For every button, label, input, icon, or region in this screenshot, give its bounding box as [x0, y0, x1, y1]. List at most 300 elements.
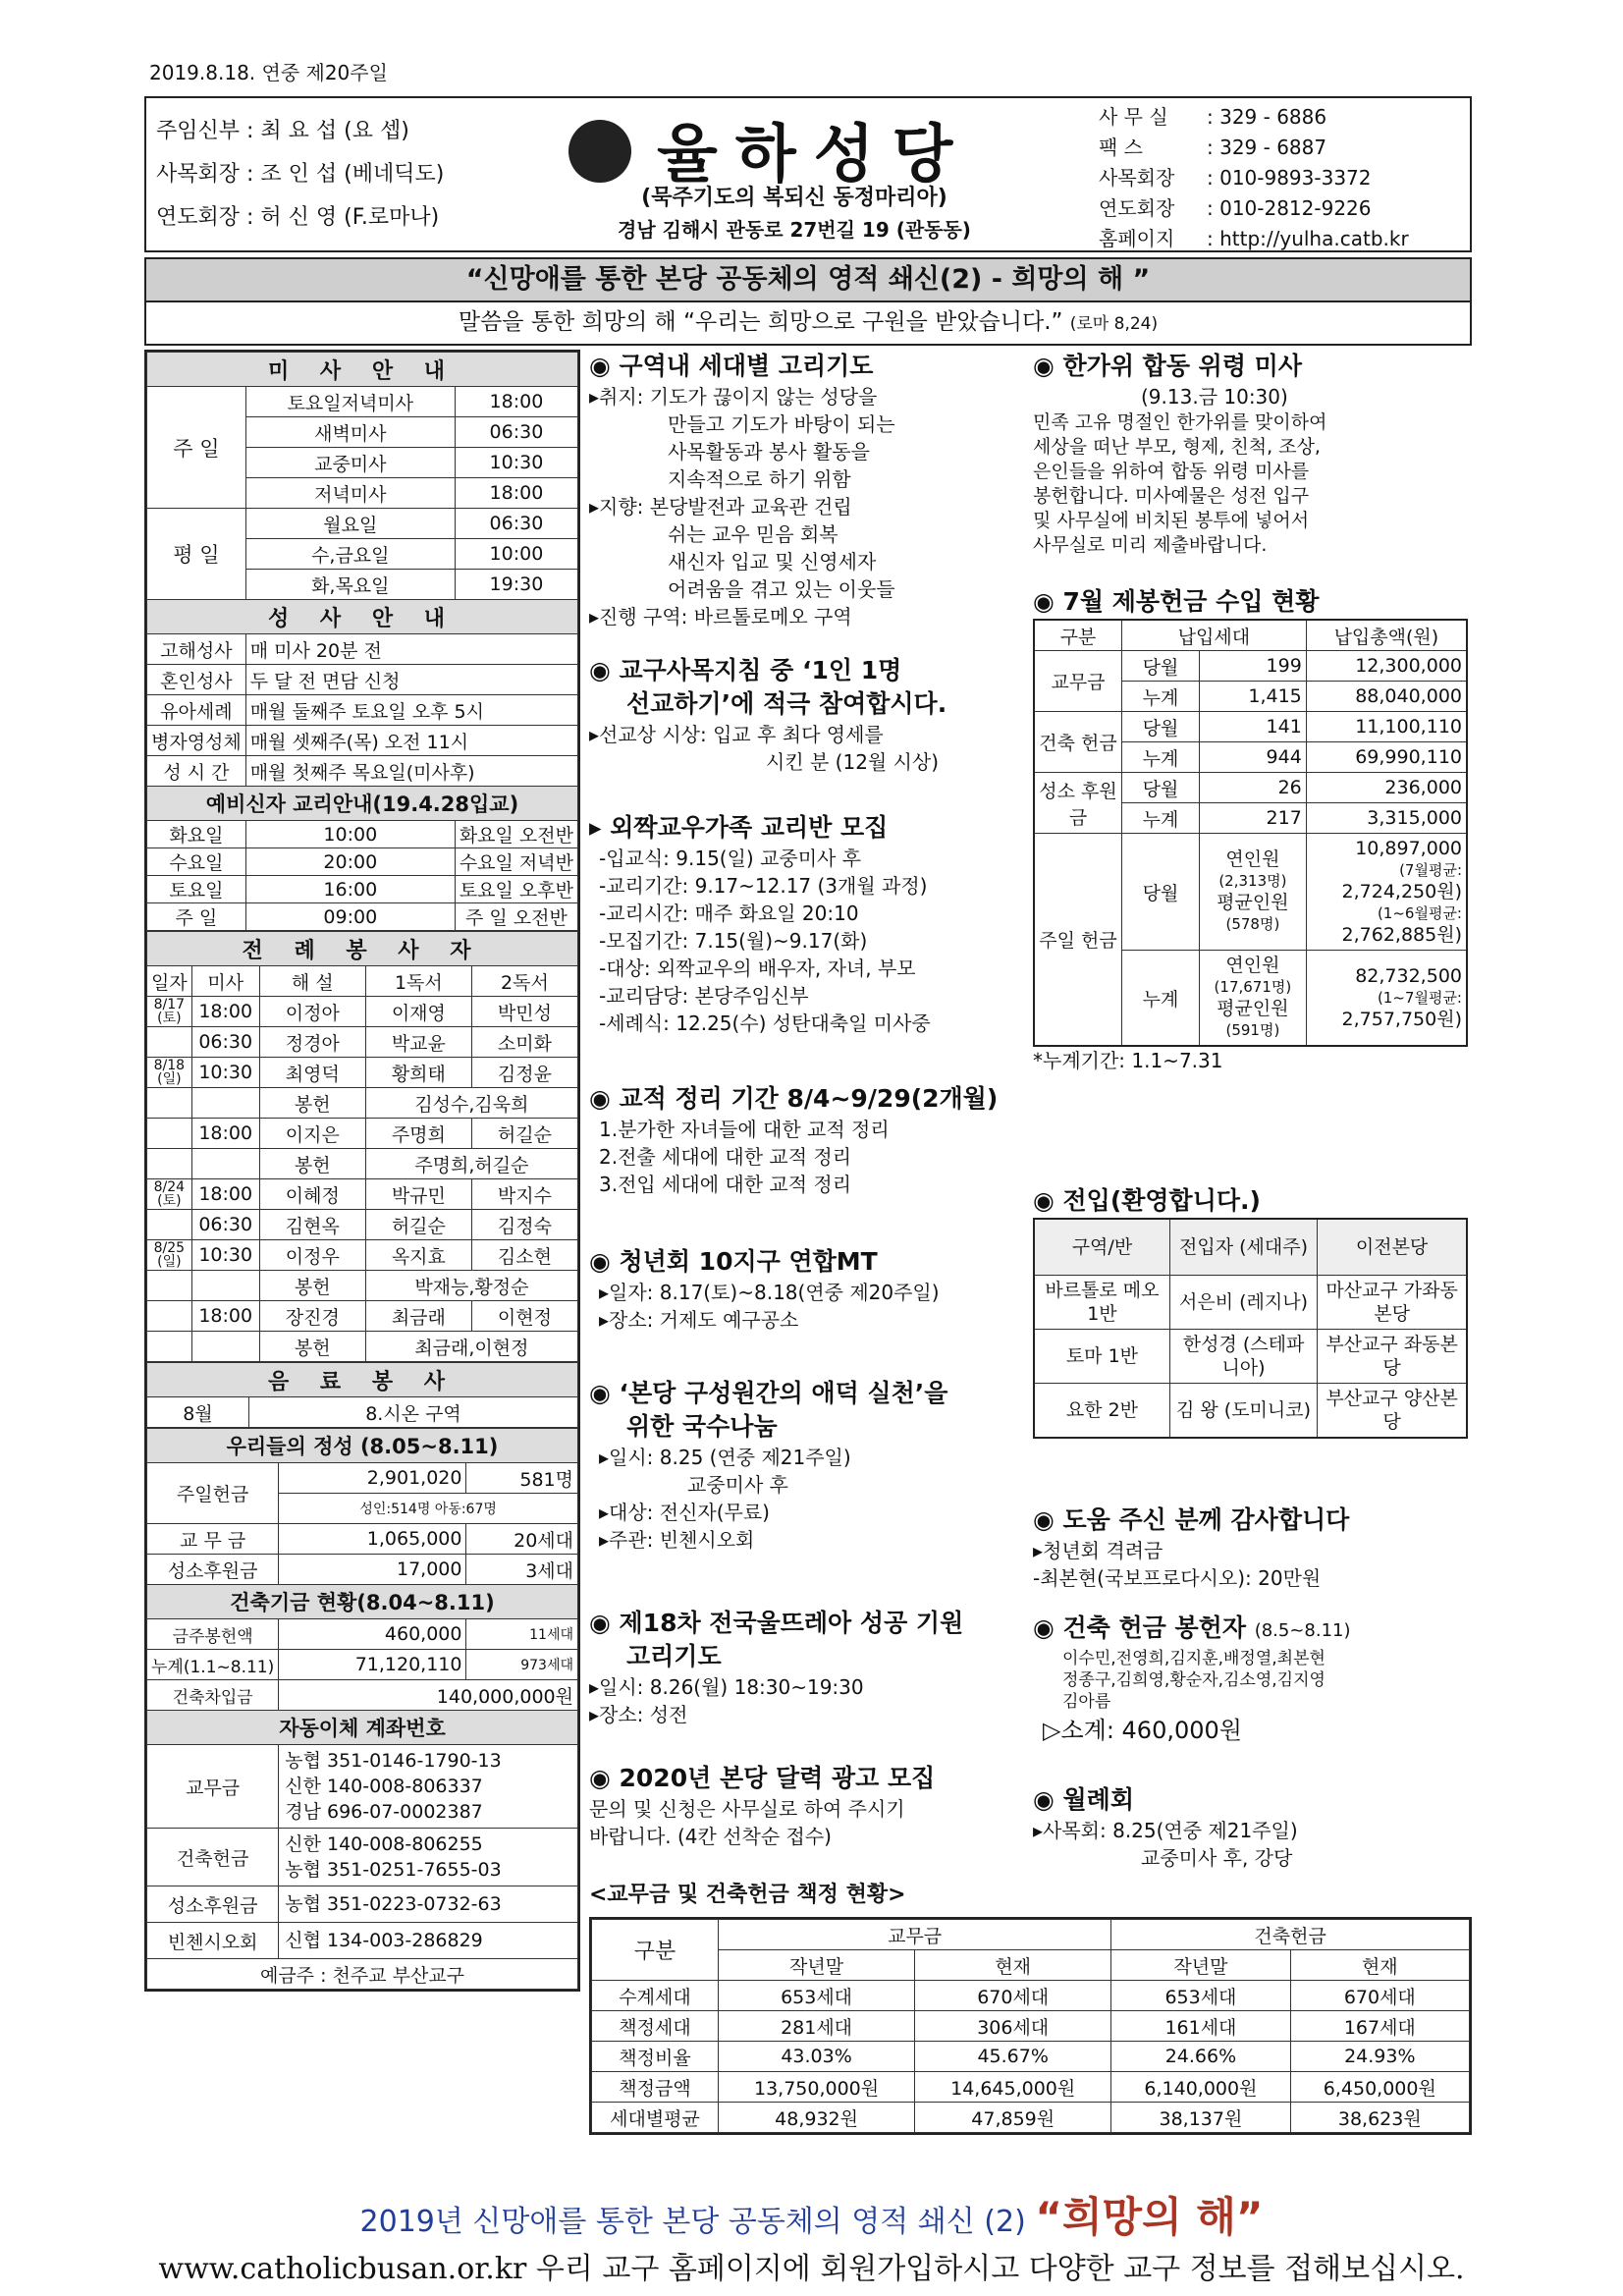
sacrament-row [147, 665, 578, 695]
ultreya-notice-line: ▸장소: 성전 [589, 1703, 688, 1726]
noodle-notice [589, 1377, 1021, 1554]
minister-commentator: 정경아 [259, 1027, 365, 1058]
mass-name: 월요일 [245, 509, 455, 539]
ministers-row [147, 997, 578, 1027]
account-number: 농협 351-0146-1790-13 [285, 1750, 502, 1772]
mass-name: 교중미사 [245, 448, 455, 478]
allocation-value: 670세대 [1290, 1981, 1469, 2011]
account-row [147, 1745, 578, 1829]
sunday-offering-label: 주일헌금 [147, 1463, 279, 1524]
july-header-cell: 납입세대 [1122, 620, 1307, 651]
minister-commentator: 이정아 [259, 997, 365, 1027]
mission-notice-line: 시킨 분 (12월 시상) [766, 750, 940, 774]
newcomers-header-cell: 전입자 (세대주) [1169, 1219, 1317, 1276]
catechumen-time: 10:00 [245, 821, 455, 848]
drinks-group: 8.시온 구역 [249, 1397, 578, 1428]
minister-mass [191, 1271, 259, 1301]
account-number: 신협 134-003-286829 [285, 1930, 483, 1951]
allocation-value: 14,645,000원 [915, 2072, 1111, 2103]
account-numbers [279, 1745, 578, 1829]
bulletin-date: 2019.8.18. 연중 제20주일 [149, 61, 388, 84]
minister-offertory-label: 봉헌 [259, 1149, 365, 1179]
july-sunday-amount-line: 2,757,750원) [1341, 1009, 1462, 1030]
minister-date: 8/17 (토) [147, 997, 192, 1027]
mass-name: 새벽미사 [245, 417, 455, 448]
minister-reader2: 김정윤 [471, 1058, 577, 1088]
minister-commentator: 장진경 [259, 1301, 365, 1332]
account-numbers [279, 1923, 578, 1959]
offering-count: 20세대 [466, 1524, 578, 1555]
family-class-notice-line: -입교식: 9.15(일) 교중미사 후 [599, 847, 862, 870]
building-fund-count: 11세대 [466, 1619, 578, 1650]
mission-notice-title: ◉ 교구사목지침 중 ‘1인 1명 [589, 656, 902, 684]
prayer-notice-line: ▸지향: 본당발전과 교육관 건립 [589, 495, 852, 519]
contact-label: 홈페이지 [1099, 227, 1175, 250]
july-title: ◉ 7월 제봉헌금 수입 현황 [1033, 587, 1320, 616]
building-fund-row [147, 1650, 578, 1680]
allocation-row [592, 2072, 1470, 2103]
minister-mass: 06:30 [191, 1210, 259, 1240]
newcomers-header-cell: 이전본당 [1318, 1219, 1467, 1276]
july-amount: 12,300,000 [1306, 651, 1467, 682]
minister-date [147, 1332, 192, 1362]
july-group-label: 교무금 [1034, 651, 1122, 712]
contact-label: 사 무 실 [1099, 105, 1168, 129]
minister-reader2: 김정숙 [471, 1210, 577, 1240]
account-row [147, 1886, 578, 1923]
july-amount: 88,040,000 [1306, 682, 1467, 712]
mass-table [146, 352, 578, 931]
monthly-title: ◉ 월례회 [1033, 1785, 1134, 1814]
contact-value: : http://yulha.catb.kr [1207, 227, 1409, 250]
account-label: 교무금 [147, 1745, 279, 1829]
minister-date [147, 1301, 192, 1332]
youth-mt-notice-line: ▸장소: 거제도 예구공소 [599, 1308, 799, 1332]
offering-label: 성소후원금 [147, 1555, 279, 1585]
july-amount: 3,315,000 [1306, 803, 1467, 834]
sacrament-row [147, 695, 578, 726]
july-sunday-amount-line: (1~6월평균: [1377, 904, 1462, 922]
contact-row [1099, 224, 1462, 254]
ministers-row [147, 1179, 578, 1210]
donors-title-text: ◉ 건축 헌금 봉헌자 [1033, 1613, 1246, 1642]
family-class-notice-line: -교리기간: 9.17~12.17 (3개월 과정) [599, 874, 928, 898]
allocation-rowhead: 구분 [592, 1920, 719, 1981]
minister-reader1: 주명희 [365, 1119, 471, 1149]
allocation-row [592, 1981, 1470, 2011]
building-fund-amount: 71,120,110 [279, 1650, 466, 1680]
theme-ref: (로마 8,24) [1069, 314, 1159, 334]
account-label: 성소후원금 [147, 1886, 279, 1923]
account-row [147, 1923, 578, 1959]
minister-mass: 10:30 [191, 1240, 259, 1271]
allocation-value: 281세대 [719, 2011, 915, 2042]
allocation-value: 38,137원 [1111, 2103, 1290, 2133]
newcomer-cell: 요한 2반 [1034, 1384, 1169, 1439]
prayer-notice-line: 새신자 입교 및 신영세자 [668, 550, 877, 574]
account-numbers [279, 1829, 578, 1886]
footer-website: www.catholicbusan.or.kr 우리 교구 홈페이지에 회원가입하시고 다양한 교구 정보를 접해보십시오. [158, 2252, 1465, 2286]
contact-row [1099, 163, 1462, 193]
building-fund-amount: 460,000 [279, 1619, 466, 1650]
minister-reader1: 옥지효 [365, 1240, 471, 1271]
minister-commentator: 김현옥 [259, 1210, 365, 1240]
ministers-row [147, 1058, 578, 1088]
thanks-section [1033, 1503, 1468, 1592]
youth-mt-notice-line: ▸일자: 8.17(토)~8.18(연중 제20주일) [599, 1281, 940, 1304]
chuseok-line: 은인들을 위하여 합동 위령 미사를 [1033, 461, 1310, 482]
allocation-table-wrap [589, 1917, 1472, 2135]
july-row [1034, 773, 1467, 803]
minister-reader1: 박교윤 [365, 1027, 471, 1058]
ultreya-notice-title: ◉ 제18차 전국울뜨레아 성공 기원 [589, 1609, 964, 1637]
family-class-notice [589, 811, 1021, 1037]
newcomer-cell: 마산교구 가좌동본당 [1318, 1276, 1467, 1330]
allocation-value: 38,623원 [1290, 2103, 1469, 2133]
minister-date: 8/18 (일) [147, 1058, 192, 1088]
minister-reader1: 허길순 [365, 1210, 471, 1240]
minister-commentator: 이정우 [259, 1240, 365, 1271]
account-label: 건축헌금 [147, 1829, 279, 1886]
registry-notice-line: 1.분가한 자녀들에 대한 교적 정리 [599, 1118, 890, 1141]
minister-offertory-names: 주명희,허길순 [365, 1149, 577, 1179]
account-row [147, 1829, 578, 1886]
noodle-notice-line: 교중미사 후 [687, 1473, 788, 1497]
minister-mass: 18:00 [191, 1301, 259, 1332]
allocation-row [592, 2011, 1470, 2042]
chuseok-mass-notice [1033, 350, 1468, 558]
sacrament-title: 성 사 안 내 [147, 600, 578, 634]
theme-banner [144, 257, 1472, 346]
contact-row [1099, 193, 1462, 224]
minister-commentator: 최영덕 [259, 1058, 365, 1088]
july-sunday-people-line: (17,671명) [1214, 978, 1292, 996]
minister-commentator: 이혜정 [259, 1179, 365, 1210]
july-row [1034, 712, 1467, 742]
parish-title-block [539, 98, 1050, 250]
catechumen-row [147, 821, 578, 848]
newcomer-cell: 서은비 (레지나) [1169, 1276, 1317, 1330]
ministers-row [147, 1301, 578, 1332]
ministers-header-cell: 1독서 [365, 966, 471, 997]
allocation-row-label: 책정금액 [592, 2072, 719, 2103]
allocation-value: 45.67% [915, 2042, 1111, 2072]
contact-label: 연도회장 [1099, 196, 1175, 220]
mass-time: 06:30 [455, 509, 577, 539]
sacrament-detail: 매월 첫째주 목요일(미사후) [245, 756, 577, 787]
noodle-notice-title: 위한 국수나눔 [626, 1412, 778, 1441]
allocation-group: 교무금 [719, 1920, 1111, 1950]
parish-name: 율하성당 [657, 119, 971, 191]
calendar-notice [589, 1762, 1021, 1850]
clergy-list [156, 110, 510, 240]
family-class-notice-title: ▸ 외짝교우가족 교리반 모집 [589, 813, 889, 842]
chuseok-line: 민족 고유 명절인 한가위를 맞이하여 [1033, 411, 1327, 433]
ministers-header-cell: 미사 [191, 966, 259, 997]
masthead [144, 96, 1472, 252]
prayer-notice-line: 쉬는 교우 믿음 회복 [668, 522, 839, 546]
mass-day-label: 주 일 [147, 387, 246, 509]
donor-line: 이수민,전영희,김지훈,배정열,최본현 [1062, 1649, 1325, 1668]
mass-name: 화,목요일 [245, 570, 455, 600]
mass-time: 18:00 [455, 387, 577, 417]
mission-notice-line: ▸선교상 시상: 입교 후 최다 영세를 [589, 723, 884, 746]
ultreya-notice-title: 고리기도 [626, 1642, 722, 1670]
minister-mass: 18:00 [191, 1119, 259, 1149]
ministers-header-cell: 2독서 [471, 966, 577, 997]
allocation-value: 43.03% [719, 2042, 915, 2072]
offering-title: 우리들의 정성 (8.05~8.11) [147, 1429, 578, 1463]
newcomers-title: ◉ 전입(환영합니다.) [1033, 1186, 1261, 1215]
clergy-line: 연도회장 : 허 신 영 (F.로마나) [156, 205, 440, 230]
family-class-notice-line: -세례식: 12.25(수) 성탄대축일 미사중 [599, 1011, 931, 1035]
allocation-value: 48,932원 [719, 2103, 915, 2133]
minister-offertory-names: 최금래,이현정 [365, 1332, 577, 1362]
minister-date [147, 1271, 192, 1301]
allocation-subheader: 작년말 [1111, 1950, 1290, 1981]
july-households: 141 [1200, 712, 1307, 742]
offering-row [147, 1555, 578, 1585]
newcomer-cell: 바르톨로 메오 1반 [1034, 1276, 1169, 1330]
july-households: 217 [1200, 803, 1307, 834]
july-households: 199 [1200, 651, 1307, 682]
contact-label: 사목회장 [1099, 166, 1175, 190]
mass-row [147, 509, 578, 539]
parish-address: 경남 김해시 관동로 27번길 19 (관동동) [618, 218, 971, 242]
newcomer-row [1034, 1276, 1467, 1330]
building-fund-title: 건축기금 현황(8.04~8.11) [147, 1585, 578, 1619]
minister-mass: 06:30 [191, 1027, 259, 1058]
donors-period: (8.5~8.11) [1254, 1620, 1351, 1641]
newcomer-cell: 부산교구 좌동본당 [1318, 1330, 1467, 1384]
july-sunday-amount [1306, 951, 1467, 1047]
contact-row [1099, 102, 1462, 133]
allocation-table [591, 1919, 1470, 2133]
mass-name: 수,금요일 [245, 539, 455, 570]
mass-name: 토요일저녁미사 [245, 387, 455, 417]
youth-mt-notice [589, 1245, 1021, 1334]
minister-date [147, 1149, 192, 1179]
ministers-row [147, 1332, 578, 1362]
catechumen-row [147, 848, 578, 876]
registry-notice [589, 1082, 1021, 1198]
minister-mass [191, 1088, 259, 1119]
july-sunday-amount-line: 2,724,250원) [1341, 881, 1462, 902]
allocation-subheader: 현재 [1290, 1950, 1469, 1981]
july-amount: 11,100,110 [1306, 712, 1467, 742]
july-sunday-people-line: 평균인원 [1217, 892, 1289, 913]
allocation-row-label: 책정세대 [592, 2011, 719, 2042]
minister-date [147, 1210, 192, 1240]
allocation-subheader: 작년말 [719, 1950, 915, 1981]
chuseok-line: 세상을 떠난 부모, 형제, 친척, 조상, [1033, 436, 1321, 458]
building-fund-amount: 140,000,000원 [279, 1680, 578, 1711]
july-period: 누계 [1122, 803, 1200, 834]
ministers-row [147, 1119, 578, 1149]
ministers-row [147, 1027, 578, 1058]
monthly-line: ▸사목회: 8.25(연중 제21주일) [1033, 1819, 1298, 1842]
catechumen-class: 주 일 오전반 [455, 903, 577, 931]
minister-reader2: 김소현 [471, 1240, 577, 1271]
contact-label: 팩 스 [1099, 136, 1143, 159]
july-amount: 236,000 [1306, 773, 1467, 803]
monthly-line: 교중미사 후, 강당 [1141, 1846, 1293, 1870]
contact-value: : 329 - 6886 [1207, 105, 1327, 129]
july-note: *누계기간: 1.1~7.31 [1033, 1049, 1223, 1072]
july-sunday-period: 당월 [1122, 834, 1200, 951]
thanks-line: -최본현(국보프로다시오): 20만원 [1033, 1566, 1322, 1590]
prayer-notice-title: ◉ 구역내 세대별 고리기도 [589, 352, 874, 380]
mass-time: 10:00 [455, 539, 577, 570]
account-number: 농협 351-0251-7655-03 [285, 1859, 502, 1881]
allocation-row [592, 2103, 1470, 2133]
monthly-meeting-section [1033, 1783, 1468, 1872]
mass-time: 06:30 [455, 417, 577, 448]
july-sunday-label: 주일 헌금 [1034, 834, 1122, 1047]
minister-date [147, 1119, 192, 1149]
july-sunday-amount-line: (7월평균: [1399, 861, 1462, 879]
minister-reader1: 황희태 [365, 1058, 471, 1088]
account-number: 경남 696-07-0002387 [285, 1801, 483, 1823]
prayer-notice-line: 사목활동과 봉사 활동을 [668, 440, 870, 464]
july-period: 당월 [1122, 773, 1200, 803]
offering-label: 교 무 금 [147, 1524, 279, 1555]
july-sunday-amount-line: (1~7월평균: [1377, 989, 1462, 1007]
ministers-row [147, 1088, 578, 1119]
theme-title: “신망애를 통한 본당 공동체의 영적 쇄신(2) - 희망의 해 ” [146, 259, 1470, 302]
newcomers-table [1033, 1218, 1468, 1439]
mass-title: 미 사 안 내 [147, 353, 578, 387]
drinks-month: 8월 [147, 1397, 249, 1428]
theme-quote: 말씀을 통한 희망의 해 “우리는 희망으로 구원을 받았습니다.” [458, 309, 1063, 335]
sacrament-name: 유아세례 [147, 695, 246, 726]
family-class-notice-line: -교리시간: 매주 화요일 20:10 [599, 902, 859, 925]
minister-reader2: 박민성 [471, 997, 577, 1027]
minister-reader1: 박규민 [365, 1179, 471, 1210]
ministers-header-cell: 해 설 [259, 966, 365, 997]
ultreya-notice-line: ▸일시: 8.26(월) 18:30~19:30 [589, 1675, 864, 1699]
july-sunday-people-line: (591명) [1225, 1021, 1280, 1039]
account-number: 신한 140-008-806255 [285, 1833, 483, 1855]
drinks-table [146, 1362, 578, 1428]
catechumen-class: 화요일 오전반 [455, 821, 577, 848]
sacrament-name: 성 시 간 [147, 756, 246, 787]
newcomers-header [1034, 1219, 1467, 1276]
july-sunday-amount [1306, 834, 1467, 951]
account-number: 농협 351-0223-0732-63 [285, 1893, 502, 1915]
minister-date: 8/24 (토) [147, 1179, 192, 1210]
allocation-value: 670세대 [915, 1981, 1111, 2011]
ministers-header-cell: 일자 [147, 966, 192, 997]
allocation-group: 건축헌금 [1111, 1920, 1470, 1950]
minister-offertory-label: 봉헌 [259, 1271, 365, 1301]
minister-date [147, 1027, 192, 1058]
catechumen-day: 화요일 [147, 821, 246, 848]
noodle-notice-title: ◉ ‘본당 구성원간의 애덕 실천’을 [589, 1379, 948, 1407]
registry-notice-title: ◉ 교적 정리 기간 8/4~9/29(2개월) [589, 1084, 999, 1113]
newcomers-header-cell: 구역/반 [1034, 1219, 1169, 1276]
july-sunday-amount-line: 10,897,000 [1355, 838, 1462, 859]
catechumen-time: 09:00 [245, 903, 455, 931]
catechumen-row [147, 876, 578, 903]
allocation-value: 306세대 [915, 2011, 1111, 2042]
july-households: 944 [1200, 742, 1307, 773]
sacrament-name: 고해성사 [147, 634, 246, 665]
minister-offertory-label: 봉헌 [259, 1332, 365, 1362]
account-holder: 예금주 : 천주교 부산교구 [147, 1959, 578, 1990]
minister-mass: 18:00 [191, 1179, 259, 1210]
mass-day-label: 평 일 [147, 509, 246, 600]
allocation-row [592, 2042, 1470, 2072]
offering-amount: 1,065,000 [279, 1524, 466, 1555]
sacrament-detail: 매월 셋째주(목) 오전 11시 [245, 726, 577, 756]
catechumen-time: 20:00 [245, 848, 455, 876]
offering-count: 3세대 [466, 1555, 578, 1585]
allocation-value: 24.93% [1290, 2042, 1469, 2072]
july-sunday-people-line: 연인원 [1225, 955, 1280, 976]
minister-mass [191, 1149, 259, 1179]
minister-commentator: 이지은 [259, 1119, 365, 1149]
mission-notice-title: 선교하기’에 적극 참여합시다. [626, 689, 947, 718]
noodle-notice-line: ▸주관: 빈첸시오회 [599, 1528, 755, 1552]
donor-line: 정종구,김희영,황순자,김소영,김지영 [1062, 1670, 1325, 1690]
july-group-label: 성소 후원금 [1034, 773, 1122, 834]
allocation-value: 653세대 [1111, 1981, 1290, 2011]
chuseok-date: (9.13.금 10:30) [1141, 385, 1288, 409]
july-sunday-people-line: 평균인원 [1217, 998, 1289, 1019]
minister-reader1: 이재영 [365, 997, 471, 1027]
clergy-line: 주임신부 : 최 요 섭 (요 셉) [156, 119, 409, 143]
july-amount: 69,990,110 [1306, 742, 1467, 773]
youth-mt-notice-title: ◉ 청년회 10지구 연합MT [589, 1247, 878, 1276]
ministers-row [147, 1271, 578, 1301]
building-fund-row [147, 1680, 578, 1711]
july-sunday-period: 누계 [1122, 951, 1200, 1047]
building-fund-label: 누계(1.1~8.11) [147, 1650, 279, 1680]
july-sunday-people-line: 연인원 [1225, 848, 1280, 870]
donors-title [1033, 1612, 1468, 1648]
accounts-title: 자동이체 계좌번호 [147, 1711, 578, 1745]
catechumen-day: 토요일 [147, 876, 246, 903]
sacrament-row [147, 634, 578, 665]
minister-reader2: 이현정 [471, 1301, 577, 1332]
july-header-cell: 납입총액(원) [1306, 620, 1467, 651]
sacrament-name: 혼인성사 [147, 665, 246, 695]
prayer-notice-line: ▸진행 구역: 바르톨로메오 구역 [589, 605, 852, 629]
allocation-value: 161세대 [1111, 2011, 1290, 2042]
mass-row [147, 387, 578, 417]
contact-value: : 010-9893-3372 [1207, 166, 1372, 190]
july-period: 당월 [1122, 712, 1200, 742]
chuseok-title: ◉ 한가위 합동 위령 미사 [1033, 352, 1302, 380]
minister-reader2: 허길순 [471, 1119, 577, 1149]
noodle-notice-line: ▸대상: 전신자(무료) [599, 1501, 770, 1524]
footer-theme-emphasis: “희망의 해” [1035, 2193, 1264, 2241]
minister-mass: 10:30 [191, 1058, 259, 1088]
family-class-notice-line: -모집기간: 7.15(월)~9.17(화) [599, 929, 868, 953]
chuseok-line: 사무실로 미리 제출바랍니다. [1033, 534, 1268, 556]
offering-amount: 17,000 [279, 1555, 466, 1585]
allocation-value: 6,140,000원 [1111, 2072, 1290, 2103]
calendar-notice-title: ◉ 2020년 본당 달력 광고 모집 [589, 1764, 936, 1792]
allocation-value: 167세대 [1290, 2011, 1469, 2042]
sacrament-detail: 두 달 전 면담 신청 [245, 665, 577, 695]
footer-theme [0, 2185, 1623, 2244]
allocation-value: 47,859원 [915, 2103, 1111, 2133]
building-fund-count: 973세대 [466, 1650, 578, 1680]
catechumen-time: 16:00 [245, 876, 455, 903]
ultreya-notice [589, 1607, 1021, 1728]
